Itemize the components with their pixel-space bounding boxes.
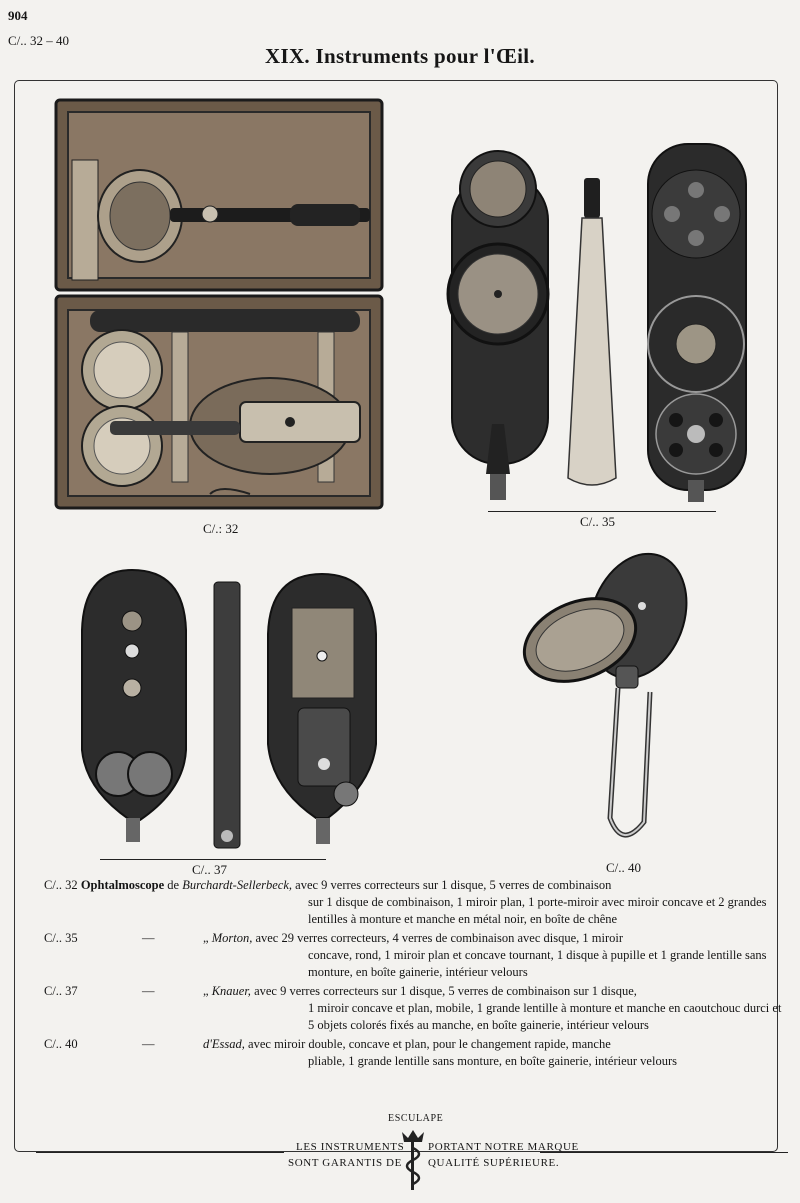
entry-body: concave, rond, 1 miroir plan et concave tournant, 1 disque à pupille et 1 grande lentille sans monture, en boîte gainerie, intérieur velours <box>308 948 767 979</box>
entry-maker: Morton, <box>211 931 253 945</box>
entry-body: pliable, 1 grande lentille sans monture, en boîte gainerie, intérieur velours <box>308 1054 677 1068</box>
entry-code: C/.. 37 <box>44 984 78 998</box>
entry-quote: „ <box>203 984 209 998</box>
entry-c40 <box>44 1036 784 1070</box>
entry-code: C/.. 35 <box>44 931 78 945</box>
caption-rule-c37 <box>100 859 326 860</box>
caption-c40: C/.. 40 <box>606 860 642 875</box>
footer-left-line1: LES INSTRUMENTS <box>296 1141 405 1153</box>
entry-dash: — <box>142 984 155 998</box>
entry-quote: „ <box>203 931 209 945</box>
entry-body: sur 1 disque de combinaison, 1 miroir plan, 1 porte-miroir avec miroir concave et 2 grandes lentilles à monture et manche en métal noir, en boîte de chêne <box>308 895 767 926</box>
caduceus-logo-icon <box>398 1124 428 1194</box>
entry-maker: d'Essad, <box>203 1037 245 1051</box>
ophthalmoscope-case-illustration <box>50 96 390 516</box>
page-range: C/.. 32 – 40 <box>8 33 70 48</box>
entry-code: C/.. 32 <box>44 878 78 892</box>
entry-lead: avec 9 verres correcteurs sur 1 disque, 5 verres de combinaison <box>295 878 612 892</box>
knauer-ophthalmoscope-illustration <box>72 566 388 858</box>
essad-mirror-illustration <box>520 548 690 856</box>
caption-c37: C/.. 37 <box>192 862 228 877</box>
caption-c32: C/.: 32 <box>203 521 239 536</box>
entry-dash: — <box>142 931 155 945</box>
entry-c32 <box>44 877 784 928</box>
footer-right-line1: PORTANT NOTRE MARQUE <box>428 1141 579 1153</box>
entry-lead: avec 29 verres correcteurs, 4 verres de combinaison avec disque, 1 miroir <box>255 931 623 945</box>
entry-code: C/.. 40 <box>44 1037 78 1051</box>
entry-c37 <box>44 983 784 1034</box>
caption-rule-c35 <box>488 511 716 512</box>
footer-rule-left <box>36 1152 284 1153</box>
entry-body: 1 miroir concave et plan, mobile, 1 grande lentille à monture et manche en caoutchouc durci et 5 objets colorés fixés au manche, en boîte gainerie, intérieur velours <box>308 1001 782 1032</box>
catalog-entries <box>44 877 784 1072</box>
caption-c35: C/.. 35 <box>580 514 616 529</box>
entry-maker: Burchardt-Sellerbeck, <box>182 878 293 892</box>
footer-brand: ESCULAPE <box>388 1113 444 1124</box>
morton-ophthalmoscope-illustration <box>440 134 756 514</box>
entry-dash: — <box>142 1037 155 1051</box>
page-title: XIX. Instruments pour l'Œil. <box>265 44 535 68</box>
entry-lead: avec 9 verres correcteurs sur 1 disque, 5 verres de combinaison sur 1 disque, <box>254 984 637 998</box>
footer-right-line2: QUALITÉ SUPÉRIEURE. <box>428 1157 560 1169</box>
entry-maker: Knauer, <box>211 984 251 998</box>
entry-label: Ophtalmoscope <box>80 878 165 892</box>
entry-connector: de <box>167 878 180 892</box>
page-number: 904 <box>8 8 28 23</box>
entry-lead: avec miroir double, concave et plan, pour le changement rapide, manche <box>248 1037 611 1051</box>
footer-left-line2: SONT GARANTIS DE <box>288 1157 402 1169</box>
entry-c35 <box>44 930 784 981</box>
